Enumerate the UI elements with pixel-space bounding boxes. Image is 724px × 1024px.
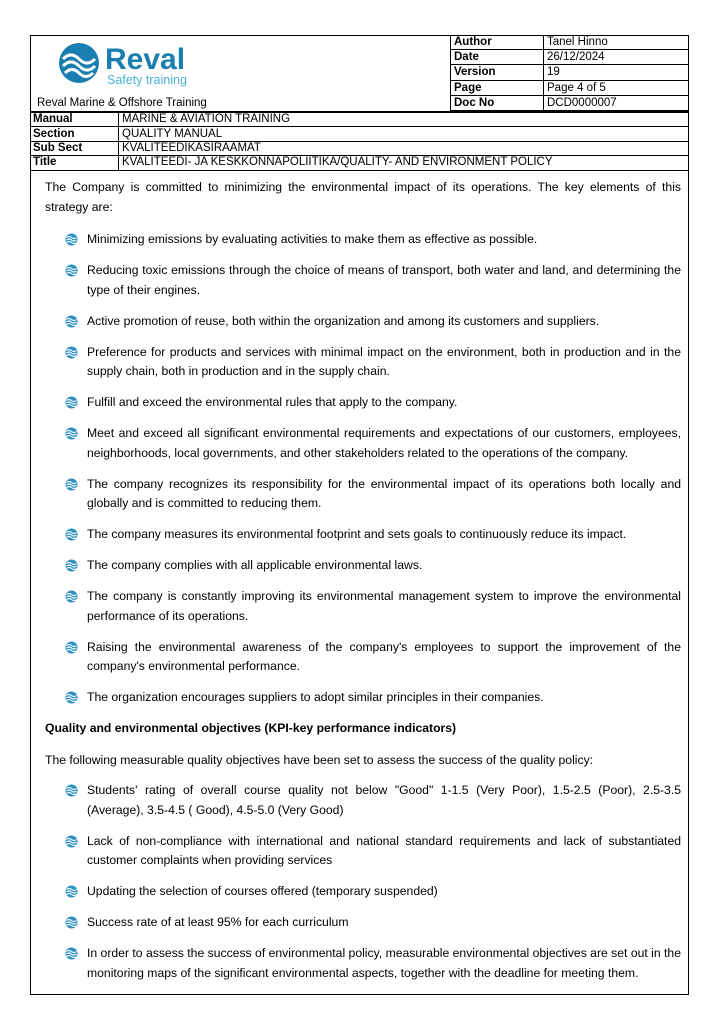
list-item-text: Preference for products and services with minimal impact on the environment, both in production and in the supply chain, both in production and in the supply chain. bbox=[87, 344, 681, 378]
list-item bbox=[45, 638, 681, 677]
wave-bullet-icon bbox=[65, 559, 78, 572]
list-item-text: The company recognizes its responsibility for the environmental impact of its operations both locally and globally and is committed to reducing them. bbox=[87, 476, 681, 510]
info-label: Manual bbox=[30, 113, 119, 127]
wave-bullet-icon bbox=[65, 396, 78, 409]
wave-bullet-icon bbox=[65, 916, 78, 929]
list-item bbox=[45, 944, 681, 983]
list-item-text: Success rate of at least 95% for each curriculum bbox=[87, 915, 349, 929]
list-item bbox=[45, 688, 681, 708]
meta-row bbox=[451, 35, 690, 50]
meta-label: Date bbox=[451, 50, 544, 65]
meta-row bbox=[451, 50, 690, 65]
list-item-text: Reducing toxic emissions through the choice of means of transport, both water and land, and determining the type of their engines. bbox=[87, 263, 681, 297]
list-item-text: Minimizing emissions by evaluating activities to make them as effective as possible. bbox=[87, 232, 538, 246]
list-item-text: Lack of non-compliance with international and national standard requirements and lack of substantiated customer complaints when providing services bbox=[87, 833, 681, 867]
meta-value: 26/12/2024 bbox=[544, 50, 690, 65]
info-value: KVALITEEDI- JA KESKKONNAPOLIITIKA/QUALITY- AND ENVIRONMENT POLICY bbox=[119, 156, 690, 170]
meta-value: DCD0000007 bbox=[544, 95, 690, 110]
info-label: Sub Sect bbox=[30, 141, 119, 155]
info-table bbox=[30, 112, 689, 171]
meta-row bbox=[451, 80, 690, 95]
kpi-heading: Quality and environmental objectives (KPI-key performance indicators) bbox=[45, 721, 457, 735]
list-item-text: The company complies with all applicable environmental laws. bbox=[87, 558, 423, 572]
wave-bullet-icon bbox=[65, 264, 78, 277]
kpi-list bbox=[45, 781, 681, 983]
company-name: Reval Marine & Offshore Training bbox=[37, 97, 207, 109]
meta-label: Doc No bbox=[451, 95, 544, 110]
info-row bbox=[30, 156, 689, 170]
list-item-text: The company measures its environmental footprint and sets goals to continuously reduce its impact. bbox=[87, 527, 627, 541]
list-item bbox=[45, 475, 681, 514]
meta-value: 19 bbox=[544, 65, 690, 80]
wave-bullet-icon bbox=[65, 233, 78, 246]
document-header bbox=[30, 35, 689, 171]
wave-bullet-icon bbox=[65, 947, 78, 960]
list-item bbox=[45, 913, 681, 933]
list-item bbox=[45, 312, 681, 332]
info-label: Section bbox=[30, 127, 119, 141]
info-row bbox=[30, 127, 689, 141]
meta-label: Page bbox=[451, 80, 544, 95]
wave-bullet-icon bbox=[65, 835, 78, 848]
list-item-text: Students' rating of overall course quality not below "Good" 1-1.5 (Very Poor), 1.5-2.5 (Poor), 2.5-3.5 (Average), 3.5-4.5 ( Good), 4.5-5.0 (Very Good) bbox=[87, 783, 681, 817]
info-value: MARINE & AVIATION TRAINING bbox=[119, 113, 690, 127]
list-item bbox=[45, 424, 681, 463]
info-label: Title bbox=[30, 156, 119, 170]
info-row bbox=[30, 141, 689, 155]
logo-tagline: Safety training bbox=[107, 73, 187, 87]
list-item bbox=[45, 261, 681, 300]
list-item-text: Raising the environmental awareness of the company's employees to support the improvement of the company's environmental performance. bbox=[87, 639, 681, 673]
list-item-text: In order to assess the success of environmental policy, measurable environmental objectives are set out in the monitoring maps of the significant environmental aspects, together with the deadline for meeting them. bbox=[87, 946, 681, 980]
wave-bullet-icon bbox=[65, 427, 78, 440]
list-item bbox=[45, 556, 681, 576]
logo-brand: Reval bbox=[105, 43, 186, 76]
wave-bullet-icon bbox=[65, 590, 78, 603]
list-item-text: The company is constantly improving its environmental management system to improve the environmental performance of its operations. bbox=[87, 589, 681, 623]
wave-bullet-icon bbox=[65, 784, 78, 797]
document-body bbox=[45, 178, 681, 995]
meta-label: Author bbox=[451, 35, 544, 50]
wave-bullet-icon bbox=[65, 528, 78, 541]
kpi-lead: The following measurable quality objectives have been set to assess the success of the quality policy: bbox=[45, 752, 594, 767]
intro-paragraph: The Company is committed to minimizing the environmental impact of its operations. The key elements of this strategy are: bbox=[45, 180, 681, 214]
list-item bbox=[45, 525, 681, 545]
wave-bullet-icon bbox=[65, 885, 78, 898]
list-item bbox=[45, 781, 681, 820]
info-value: QUALITY MANUAL bbox=[119, 127, 690, 141]
wave-bullet-icon bbox=[65, 346, 78, 359]
meta-value: Page 4 of 5 bbox=[544, 80, 690, 95]
meta-row bbox=[451, 65, 690, 80]
info-row bbox=[30, 113, 689, 127]
reval-logo bbox=[55, 39, 225, 89]
list-item bbox=[45, 393, 681, 413]
list-item bbox=[45, 230, 681, 250]
wave-bullet-icon bbox=[65, 691, 78, 704]
meta-table bbox=[450, 35, 689, 111]
meta-label: Version bbox=[451, 65, 544, 80]
environment-strategy-list bbox=[45, 230, 681, 708]
list-item-text: The organization encourages suppliers to adopt similar principles in their companies. bbox=[87, 690, 544, 704]
list-item-text: Updating the selection of courses offered (temporary suspended) bbox=[87, 884, 438, 898]
wave-bullet-icon bbox=[65, 641, 78, 654]
wave-bullet-icon bbox=[65, 478, 78, 491]
list-item bbox=[45, 832, 681, 871]
list-item bbox=[45, 882, 681, 902]
meta-value: Tanel Hinno bbox=[544, 35, 690, 50]
list-item-text: Meet and exceed all significant environmental requirements and expectations of our customers, employees, neighborhoods, local governments, and other stakeholders related to the operations of the company. bbox=[87, 426, 681, 460]
wave-bullet-icon bbox=[65, 315, 78, 328]
header-top bbox=[30, 35, 689, 112]
list-item-text: Active promotion of reuse, both within the organization and among its customers and suppliers. bbox=[87, 313, 600, 328]
info-value: KVALITEEDIKÄSIRAAMAT bbox=[119, 141, 690, 155]
list-item bbox=[45, 343, 681, 382]
list-item bbox=[45, 587, 681, 626]
list-item-text: Fulfill and exceed the environmental rules that apply to the company. bbox=[87, 395, 458, 409]
meta-row bbox=[451, 95, 690, 110]
